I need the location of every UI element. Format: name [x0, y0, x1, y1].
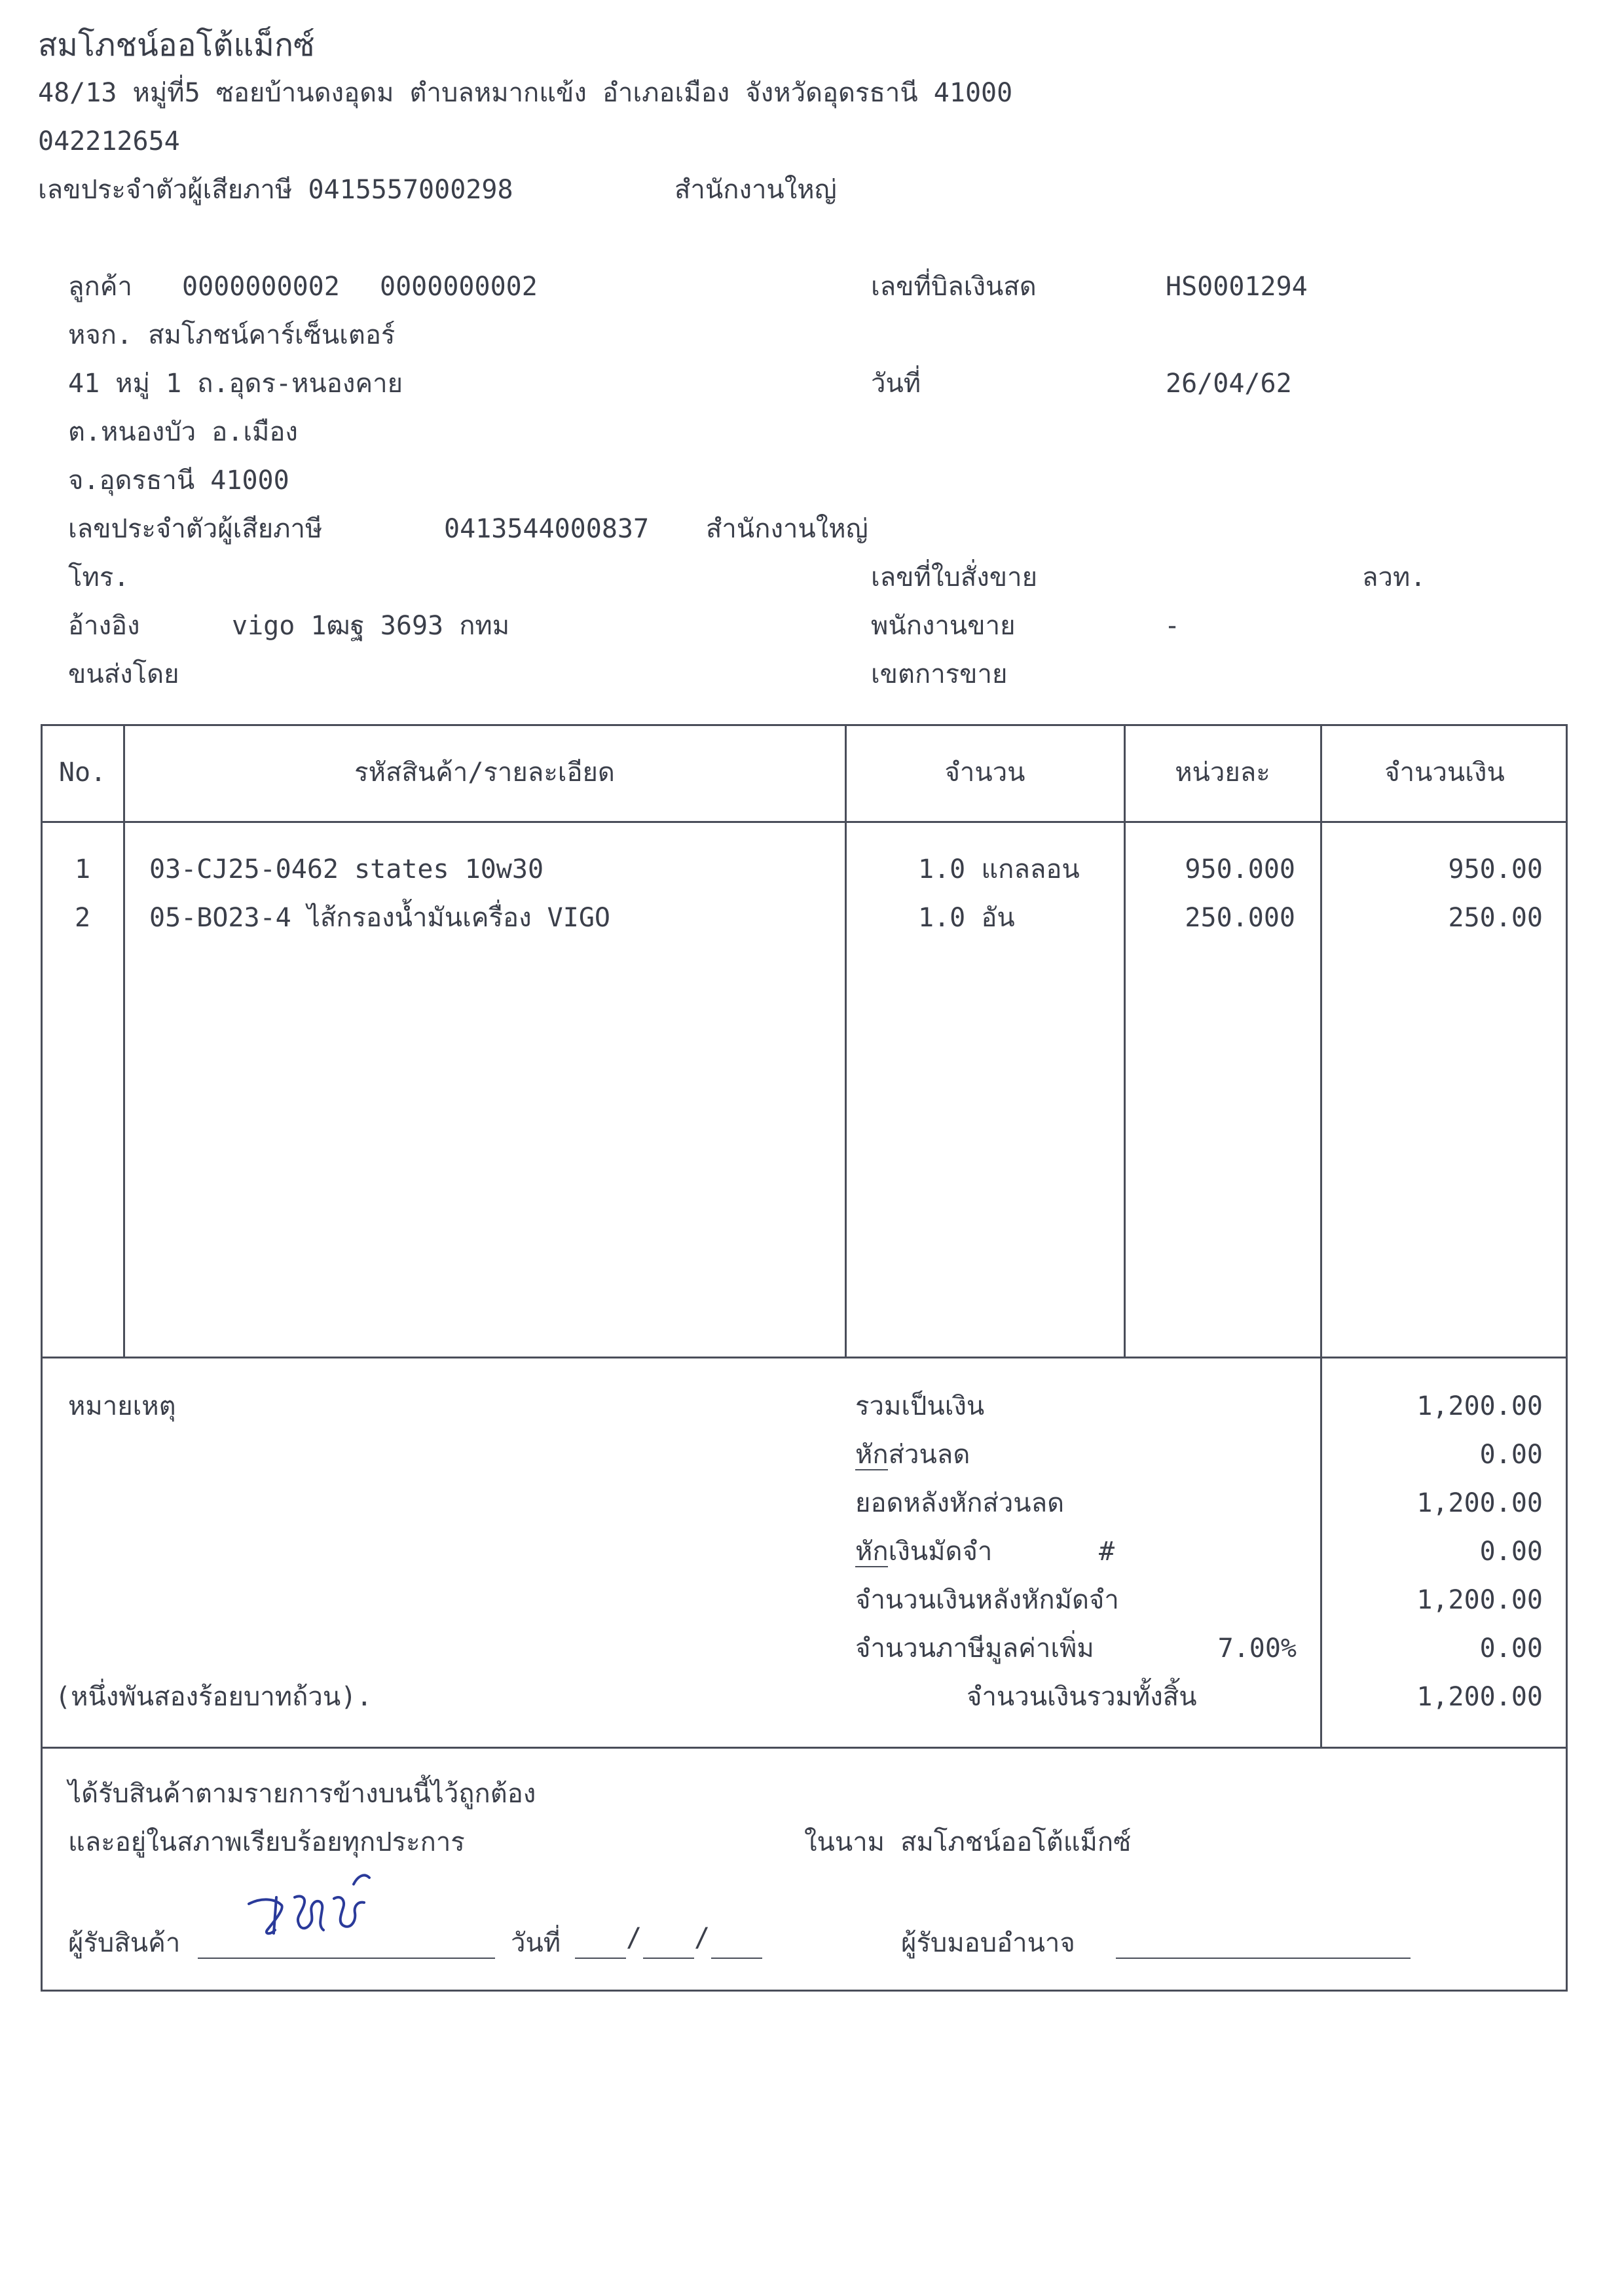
customer-code-1: 0000000002: [182, 272, 340, 302]
receive-date-label: วันที่: [511, 1928, 561, 1958]
discount-underline: [855, 1469, 888, 1470]
deposit-hash: #: [1099, 1537, 1115, 1567]
customer-code-2: 0000000002: [380, 272, 538, 302]
after-deposit-label: จำนวนเงินหลังหักมัดจำ: [855, 1585, 1119, 1615]
discount-value: 0.00: [1479, 1440, 1543, 1470]
header-description: รหัสสินค้า/รายละเอียด: [354, 757, 615, 788]
row-description: 03-CJ25-0462 states 10w30: [149, 854, 544, 884]
col-divider-2: [845, 724, 847, 1357]
row-amount: 950.00: [1448, 854, 1543, 884]
salesperson-label: พนักงานขาย: [871, 611, 1016, 641]
company-name: สมโภชน์ออโต้แม็กซ์: [38, 27, 315, 64]
sales-order-label: เลขที่ใบสั่งขาย: [871, 562, 1038, 592]
customer-address-3: จ.อุดรธานี 41000: [68, 465, 289, 496]
vat-rate: 7.00%: [1217, 1633, 1297, 1664]
company-phone: 042212654: [38, 126, 180, 156]
bill-date-value: 26/04/62: [1166, 369, 1292, 399]
after-discount-value: 1,200.00: [1416, 1488, 1543, 1518]
authorized-signature-line: [1116, 1958, 1411, 1959]
after-deposit-value: 1,200.00: [1416, 1585, 1543, 1615]
received-statement-1: ได้รับสินค้าตามรายการข้างบนนี้ไว้ถูกต้อง: [68, 1779, 536, 1809]
customer-tax-id: 0413544000837: [444, 514, 650, 544]
remark-label: หมายเหตุ: [68, 1391, 176, 1421]
amount-in-words: (หนึ่งพันสองร้อยบาทถ้วน).: [55, 1682, 373, 1712]
row-description: 05-BO23-4 ไส้กรองน้ำมันเครื่อง VIGO: [149, 903, 611, 933]
customer-phone-label: โทร.: [68, 562, 130, 592]
table-body-divider: [41, 1357, 1568, 1358]
row-unit-price: 250.000: [1185, 903, 1295, 933]
col-divider-3: [1124, 724, 1126, 1357]
shipping-label: ขนส่งโดย: [68, 659, 179, 689]
sales-order-value: ลวท.: [1362, 562, 1426, 592]
date-day-line: [575, 1958, 626, 1959]
table-header-divider: [41, 821, 1568, 823]
reference-label: อ้างอิง: [68, 611, 140, 641]
deposit-label: หักเงินมัดจำ: [855, 1537, 993, 1567]
bill-no-label: เลขที่บิลเงินสด: [871, 272, 1037, 302]
customer-address-2: ต.หนองบัว อ.เมือง: [68, 417, 298, 447]
row-no: 1: [74, 854, 91, 884]
row-quantity: 1.0 แกลลอน: [918, 854, 1080, 884]
customer-address-1: 41 หมู่ 1 ถ.อุดร-หนองคาย: [68, 369, 403, 399]
receiver-signature-line: [198, 1958, 495, 1959]
on-behalf-of: ในนาม สมโภชน์ออโต้แม็กซ์: [804, 1827, 1132, 1857]
sales-area-label: เขตการขาย: [871, 659, 1008, 689]
after-discount-label: ยอดหลังหักส่วนลด: [855, 1488, 1065, 1518]
salesperson-value: -: [1164, 611, 1181, 641]
header-unit-price: หน่วยละ: [1175, 757, 1270, 788]
receiver-signature: [236, 1858, 386, 1956]
header-no: No.: [58, 757, 107, 788]
row-quantity: 1.0 อัน: [918, 903, 1015, 933]
vat-value: 0.00: [1479, 1633, 1543, 1664]
row-unit-price: 950.000: [1185, 854, 1295, 884]
summary-divider: [41, 1747, 1568, 1749]
bill-no-value: HS0001294: [1166, 272, 1308, 302]
header-quantity: จำนวน: [944, 757, 1025, 788]
customer-tax-label: เลขประจำตัวผู้เสียภาษี: [68, 514, 323, 544]
date-year-line: [711, 1958, 762, 1959]
row-no: 2: [74, 903, 91, 933]
col-divider-1: [123, 724, 125, 1357]
receiver-label: ผู้รับสินค้า: [68, 1928, 181, 1958]
date-slash-2: /: [694, 1923, 710, 1953]
company-branch: สำนักงานใหญ่: [674, 175, 837, 205]
reference-value: vigo 1ฒฐ 3693 กทม: [232, 611, 510, 641]
row-amount: 250.00: [1448, 903, 1543, 933]
subtotal-label: รวมเป็นเงิน: [855, 1391, 985, 1421]
customer-branch: สำนักงานใหญ่: [706, 514, 868, 544]
date-month-line: [643, 1958, 694, 1959]
received-statement-2: และอยู่ในสภาพเรียบร้อยทุกประการ: [68, 1827, 465, 1857]
grand-total-value: 1,200.00: [1416, 1682, 1543, 1712]
deposit-value: 0.00: [1479, 1537, 1543, 1567]
vat-label: จำนวนภาษีมูลค่าเพิ่ม: [855, 1633, 1094, 1664]
customer-name: หจก. สมโภชน์คาร์เซ็นเตอร์: [68, 320, 396, 350]
date-slash-1: /: [626, 1923, 642, 1953]
discount-label: หักส่วนลด: [855, 1440, 970, 1470]
subtotal-value: 1,200.00: [1416, 1391, 1543, 1421]
header-amount: จำนวนเงิน: [1384, 757, 1505, 788]
company-address: 48/13 หมู่ที่5 ซอยบ้านดงอุดม ตำบลหมากแข้ง อำเภอเมือง จังหวัดอุดรธานี 41000: [38, 78, 1013, 108]
company-tax-id: เลขประจำตัวผู้เสียภาษี 0415557000298: [38, 175, 513, 205]
deposit-underline: [855, 1566, 888, 1567]
authorized-person-label: ผู้รับมอบอำนาจ: [901, 1928, 1075, 1958]
bill-date-label: วันที่: [871, 369, 921, 399]
customer-label: ลูกค้า: [68, 272, 132, 302]
grand-total-label: จำนวนเงินรวมทั้งสิ้น: [967, 1682, 1197, 1712]
